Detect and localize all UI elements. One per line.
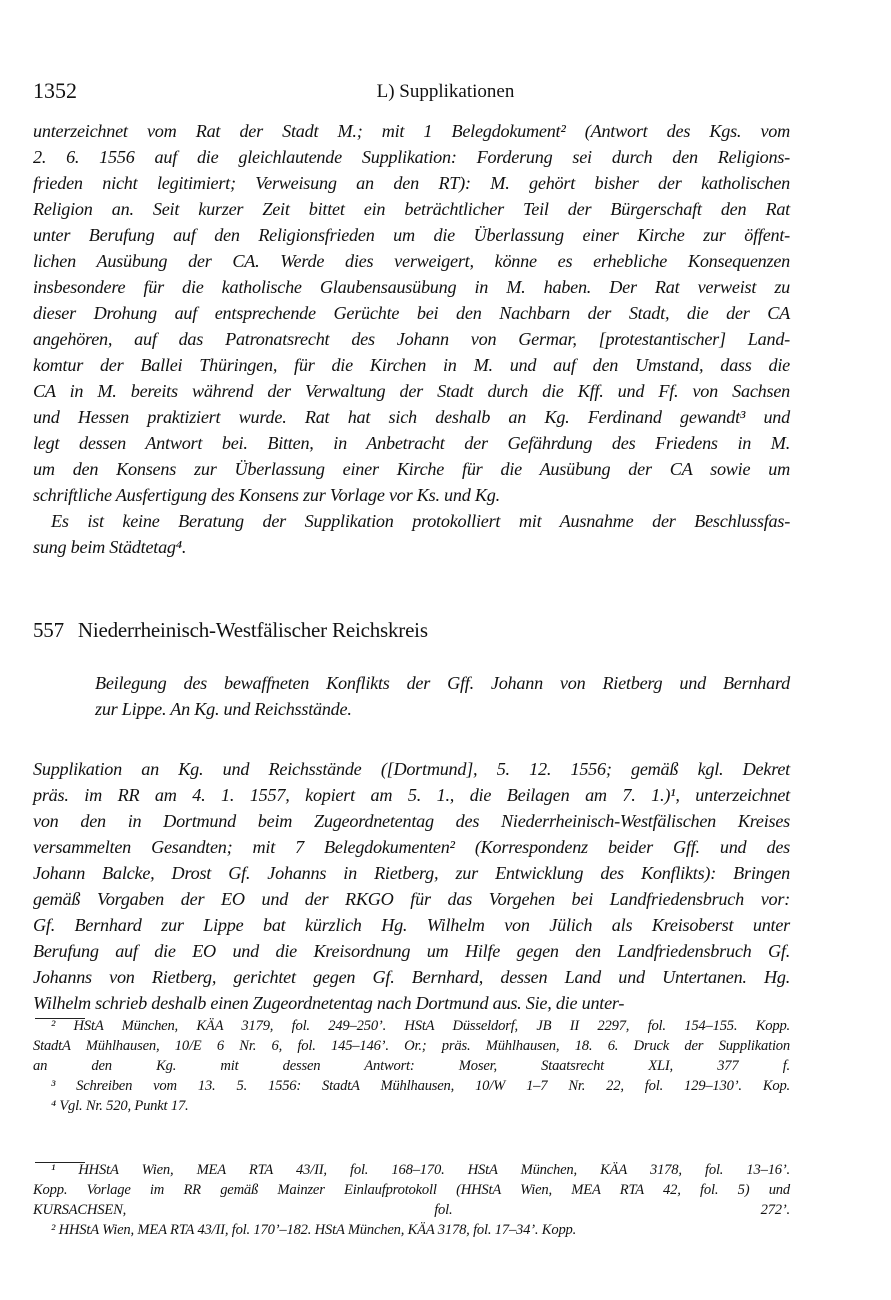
text-line: KURSACHSEN, fol. 272’. [33,1202,790,1218]
text-line: gemäß Vorgaben der EO und der RKGO für das Vorgehen bei Landfriedensbruch vor: [33,889,790,909]
section-heading [33,618,428,643]
paragraph-3 [33,756,790,1016]
text-line: Religion an. Seit kurzer Zeit bittet ein beträchtlicher Teil der Bürgerschaft den Rat [33,199,790,219]
text-line: angehören, auf das Patronatsrecht des Johann von Germar, [protestantischer] Land- [33,329,790,349]
running-title: L) Supplikationen [376,81,515,102]
text-line: Johanns von Rietberg, gerichtet gegen Gf. Bernhard, dessen Land und Untertanen. Hg. [33,967,790,987]
text-line: ³ Schreiben vom 13. 5. 1556: StadtA Mühlhausen, 10/W 1–7 Nr. 22, fol. 129–130’. Kop. [51,1078,790,1094]
text-line: Gf. Bernhard zur Lippe bat kürzlich Hg. Wilhelm von Jülich als Kreisoberst unter [33,915,790,935]
text-line: legt dessen Antwort bei. Bitten, in Anbetracht der Gefährdung des Friedens in M. [33,433,790,453]
text-line: Wilhelm schrieb deshalb einen Zugeordnetentag nach Dortmund aus. Sie, die unter- [33,993,625,1013]
footnotes-section-556 [33,1016,790,1116]
text-line: von den in Dortmund beim Zugeordnetentag des Niederrheinisch-Westfälischen Kreises [33,811,790,831]
page-number: 1352 [33,78,77,103]
text-line: 2. 6. 1556 auf die gleichlautende Supplikation: Forderung sei durch den Religions- [33,147,790,167]
text-line: Beilegung des bewaffneten Konflikts der Gff. Johann von Rietberg und Bernhard [95,673,790,693]
text-line: komtur der Ballei Thüringen, für die Kirchen in M. und auf den Umstand, dass die [33,355,790,375]
text-line: um den Konsens zur Überlassung einer Kirche für die Ausübung der CA sowie um [33,459,790,479]
text-line: lichen Ausübung der CA. Werde dies verweigert, könne es erhebliche Konsequenzen [33,251,790,271]
text-line: und Hessen praktiziert wurde. Rat hat sich deshalb an Kg. Ferdinand gewandt³ und [33,407,790,427]
text-line: dieser Drohung auf entsprechende Gerüchte bei den Nachbarn der Stadt, die der CA [33,303,790,323]
text-line: ¹ HHStA Wien, MEA RTA 43/II, fol. 168–170. HStA München, KÄA 3178, fol. 13–16’. [51,1162,790,1178]
text-line: präs. im RR am 4. 1. 1557, kopiert am 5. 1., die Beilagen am 7. 1.)¹, unterzeichnet [33,785,790,805]
text-line: StadtA Mühlhausen, 10/E 6 Nr. 6, fol. 145–146’. Or.; präs. Mühlhausen, 18. 6. Druck der Supplikation [33,1038,790,1054]
section-summary [95,670,790,722]
text-line: ⁴ Vgl. Nr. 520, Punkt 17. [51,1098,189,1114]
text-line: Supplikation an Kg. und Reichsstände ([Dortmund], 5. 12. 1556; gemäß kgl. Dekret [33,759,790,779]
text-line: unterzeichnet vom Rat der Stadt M.; mit 1 Belegdokument² (Antwort des Kgs. vom [33,121,790,141]
text-line: Johann Balcke, Drost Gf. Johanns in Rietberg, zur Entwicklung des Konflikts): Bringen [33,863,790,883]
text-line: Berufung auf die EO und die Kreisordnung um Hilfe gegen den Landfriedensbruch Gf. [33,941,790,961]
section-number: 557 [33,618,64,642]
text-line: frieden nicht legitimiert; Verweisung an den RT): M. gehört bisher der katholischen [33,173,790,193]
footnotes-section-557 [33,1160,790,1240]
paragraph-1 [33,118,790,508]
text-line: ² HStA München, KÄA 3179, fol. 249–250’. HStA Düsseldorf, JB II 2297, fol. 154–155. Kopp. [51,1018,790,1034]
text-line: Es ist keine Beratung der Supplikation protokolliert mit Ausnahme der Beschlussfas- [51,511,790,531]
text-line: CA in M. bereits während der Verwaltung der Stadt durch die Kff. und Ff. von Sachsen [33,381,790,401]
text-line: an den Kg. mit dessen Antwort: Moser, Staatsrecht XLI, 377 f. [33,1058,790,1074]
text-line: unter Berufung auf den Religionsfrieden um die Überlassung einer Kirche zur öffent- [33,225,790,245]
text-line: schriftliche Ausfertigung des Konsens zur Vorlage vor Ks. und Kg. [33,485,500,505]
text-line: sung beim Städtetag⁴. [33,537,187,557]
section-title: Niederrheinisch-Westfälischer Reichskreis [77,618,428,642]
text-line: versammelten Gesandten; mit 7 Belegdokumenten² (Korrespondenz beider Gff. und des [33,837,790,857]
text-line: ² HHStA Wien, MEA RTA 43/II, fol. 170’–182. HStA München, KÄA 3178, fol. 17–34’. Kopp. [51,1222,577,1238]
text-line: insbesondere für die katholische Glaubensausübung in M. haben. Der Rat verweist zu [33,277,790,297]
paragraph-2 [33,508,790,560]
text-line: zur Lippe. An Kg. und Reichsstände. [95,699,352,719]
text-line: Kopp. Vorlage im RR gemäß Mainzer Einlaufprotokoll (HHStA Wien, MEA RTA 42, fol. 5) und [33,1182,790,1198]
